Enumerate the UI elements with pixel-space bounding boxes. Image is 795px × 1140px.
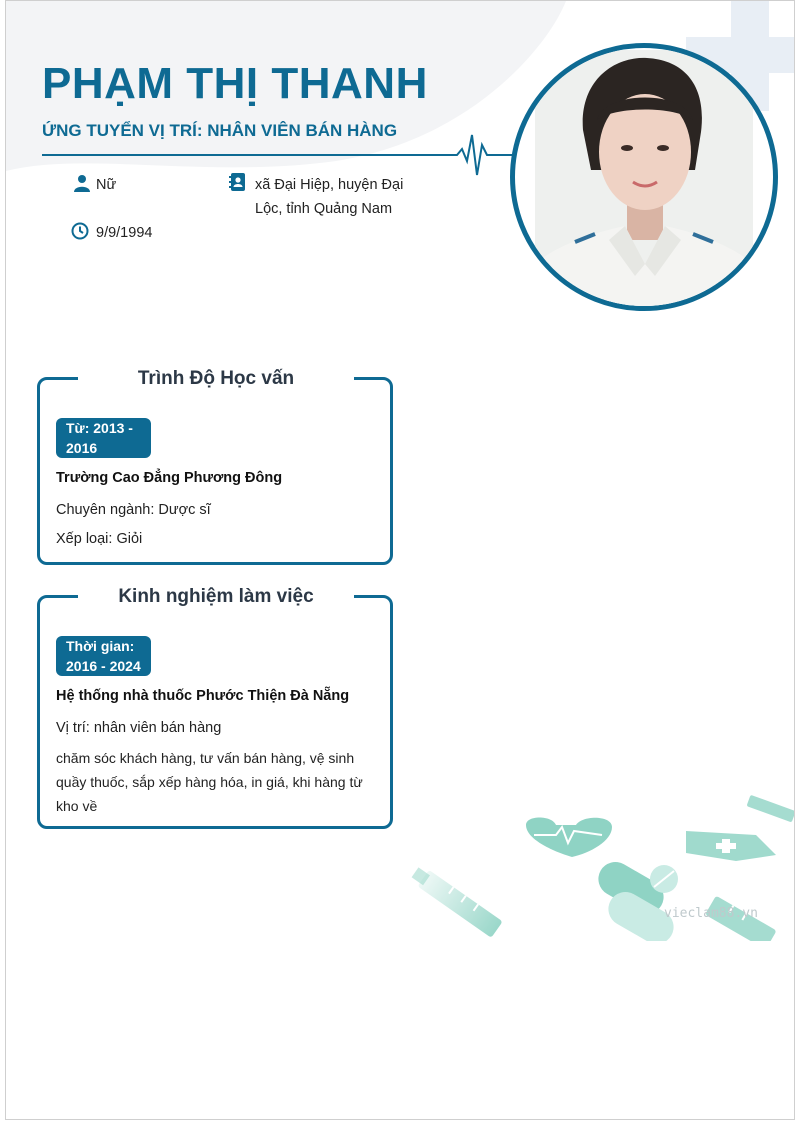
experience-period (56, 636, 151, 676)
education-period (56, 418, 151, 458)
syringe-icon (409, 864, 502, 938)
experience-description (56, 746, 366, 818)
candidate-name: PHẠM THỊ THANH (42, 59, 428, 108)
experience-period-line-1: Thời gian: (66, 638, 135, 654)
experience-desc-line-1: chăm sóc khách hàng, tư vấn bán hàng, vệ sinh (56, 750, 355, 766)
education-title: Trình Độ Học vấn (78, 366, 354, 392)
experience-section (37, 586, 393, 829)
experience-period-line-2: 2016 - 2024 (66, 658, 141, 674)
small-syringe-icon (747, 795, 794, 823)
education-school: Trường Cao Đẳng Phương Đông (56, 470, 283, 486)
cv-page (5, 0, 795, 1120)
profile-photo-frame (510, 43, 778, 311)
profile-photo (535, 50, 753, 306)
address-book-icon (229, 173, 247, 191)
birthdate-value: 9/9/1994 (96, 225, 153, 241)
heart-icon (526, 818, 612, 858)
education-major: Chuyên ngành: Dược sĩ (56, 502, 211, 518)
education-period-line-1: Từ: 2013 - (66, 420, 133, 436)
applied-position: ỨNG TUYỂN VỊ TRÍ: NHÂN VIÊN BÁN HÀNG (42, 121, 398, 140)
experience-company: Hệ thống nhà thuốc Phước Thiện Đà Nẵng (56, 688, 350, 704)
address-line-2: Lộc, tỉnh Quảng Nam (255, 201, 393, 217)
experience-desc-line-2: quầy thuốc, sắp xếp hàng hóa, in giá, khi hàng từ (56, 774, 363, 790)
experience-title: Kinh nghiệm làm việc (78, 584, 354, 610)
experience-role: Vị trí: nhân viên bán hàng (56, 720, 222, 736)
watermark: vieclam88.vn (664, 906, 758, 921)
address-line-1: xã Đại Hiệp, huyện Đại (255, 177, 404, 193)
experience-desc-line-3: kho về (56, 798, 98, 814)
user-icon (73, 174, 91, 192)
clock-icon (71, 222, 89, 240)
gender-value: Nữ (96, 177, 117, 193)
education-section (37, 368, 393, 565)
education-period-line-2: 2016 (66, 440, 98, 456)
education-grade: Xếp loại: Giỏi (56, 531, 143, 547)
